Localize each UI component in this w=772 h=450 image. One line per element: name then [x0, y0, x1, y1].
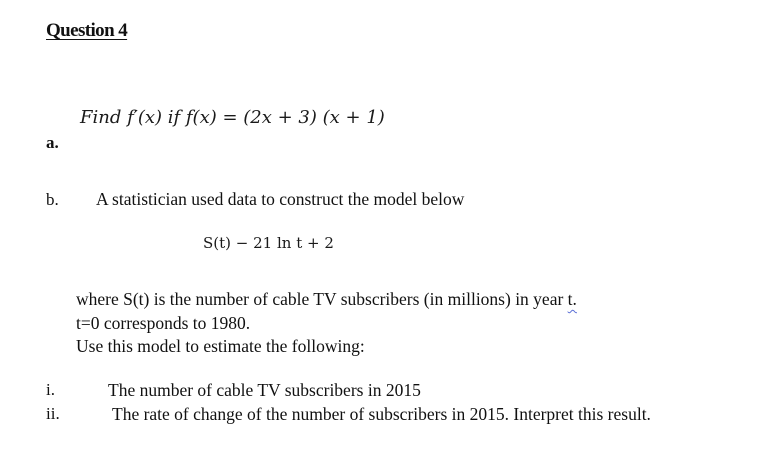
part-a-equation: Find f′(x) if f(x) = (2x + 3) (x + 1): [80, 107, 385, 128]
where-description: [76, 289, 577, 310]
year-variable: t.: [567, 289, 577, 309]
model-equation: S(t) − 21 ln t + 2: [203, 234, 334, 252]
item-i-text: The number of cable TV subscribers in 2015: [108, 380, 421, 400]
part-b-label: b.: [46, 190, 59, 209]
part-a-label: a.: [46, 133, 59, 152]
part-b-intro: A statistician used data to construct the model below: [96, 189, 465, 209]
item-ii-text: The rate of change of the number of subscribers in 2015. Interpret this result.: [112, 404, 651, 424]
corresponds-text: t=0 corresponds to 1980.: [76, 313, 251, 333]
question-heading: Question 4: [46, 20, 128, 41]
item-i-label: i.: [46, 380, 55, 399]
item-ii-label: ii.: [46, 404, 60, 423]
use-model-text: Use this model to estimate the following:: [76, 336, 365, 356]
where-main-text: where S(t) is the number of cable TV subscribers (in millions) in year: [76, 289, 568, 309]
